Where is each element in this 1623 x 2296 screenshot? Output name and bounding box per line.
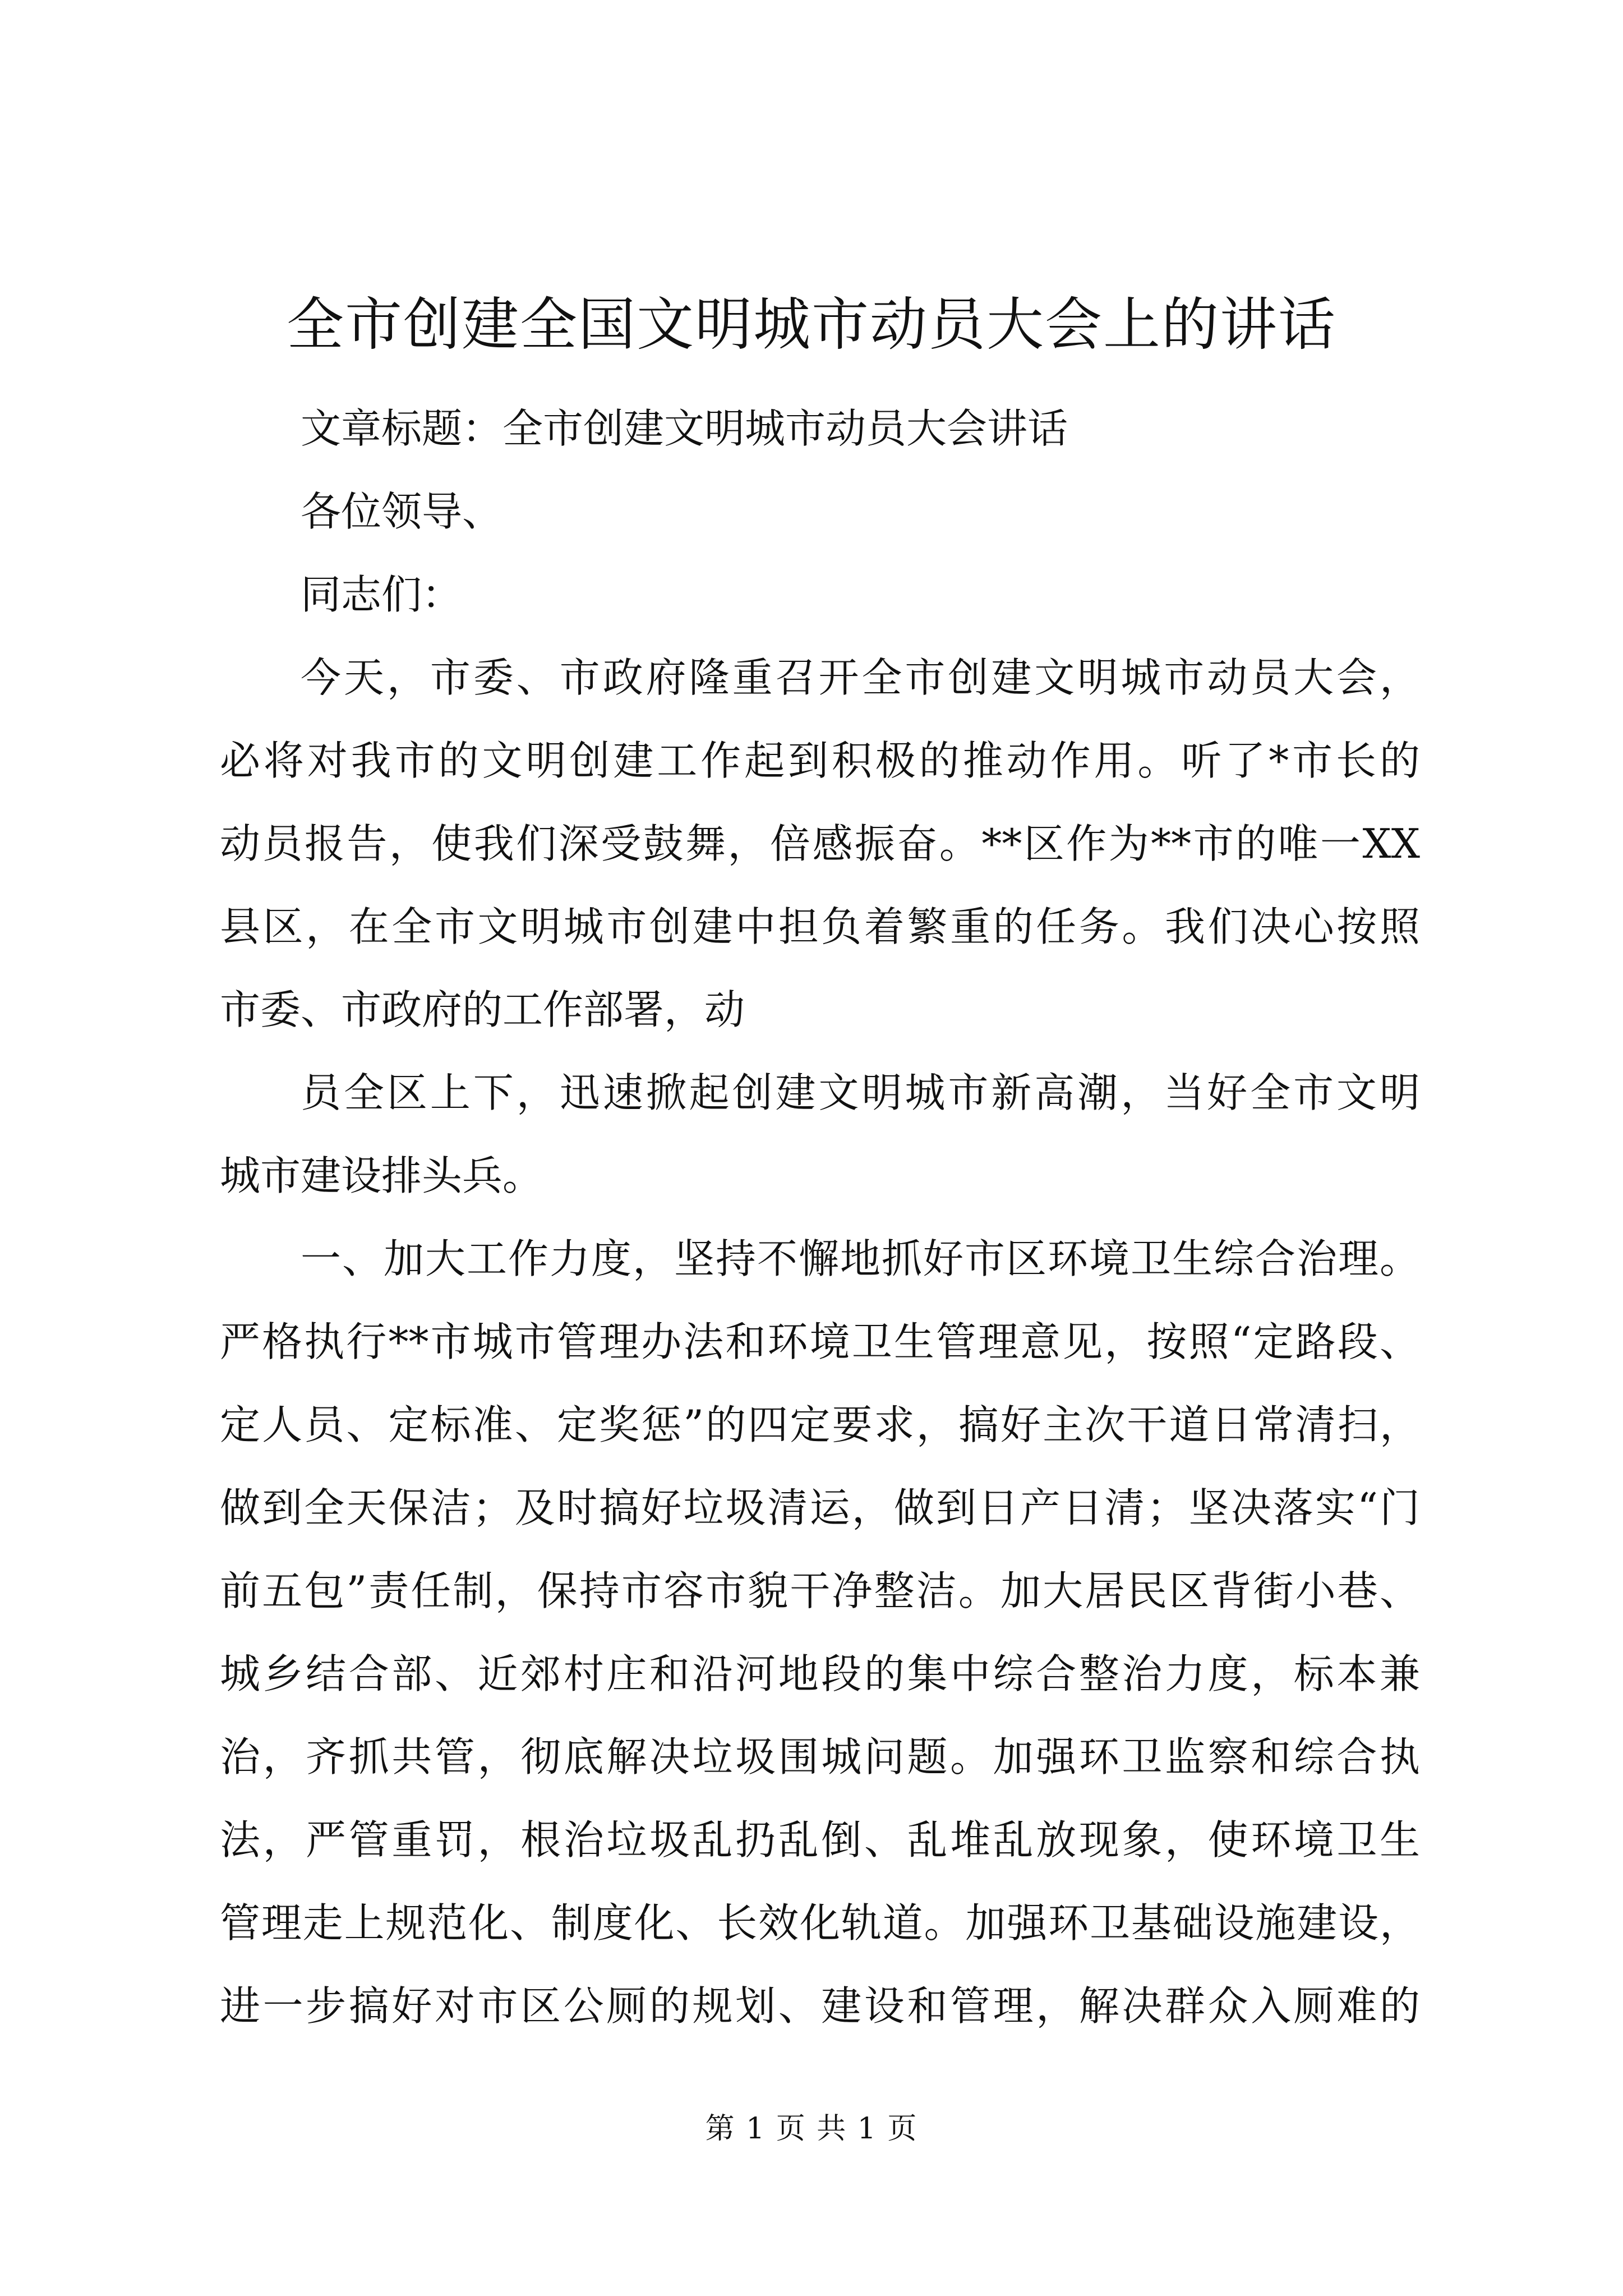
body-line: 管理走上规范化、制度化、长效化轨道。加强环卫基础设施建设， [220, 1899, 1420, 1947]
body-line: 一、加大工作力度，坚持不懈地抓好市区环境卫生综合治理。 [301, 1235, 1420, 1282]
body-line: 各位领导、 [301, 488, 503, 535]
document-body [220, 387, 1420, 2047]
document-title: 全市创建全国文明城市动员大会上的讲话 [287, 292, 1336, 358]
body-line: 进一步搞好对市区公厕的规划、建设和管理，解决群众入厕难的 [220, 1982, 1420, 2030]
body-line: 同志们： [301, 571, 463, 618]
body-line: 定人员、定标准、定奖惩”的四定要求，搞好主次干道日常清扫， [220, 1401, 1420, 1448]
body-line: 县区，在全市文明城市创建中担负着繁重的任务。我们决心按照 [220, 903, 1420, 950]
body-line: 严格执行**市城市管理办法和环境卫生管理意见，按照“定路段、 [220, 1318, 1420, 1365]
body-line: 城乡结合部、近郊村庄和沿河地段的集中综合整治力度，标本兼 [220, 1650, 1420, 1697]
body-line: 文章标题：全市创建文明城市动员大会讲话 [301, 405, 1068, 452]
body-line: 前五包”责任制，保持市容市貌干净整洁。加大居民区背街小巷、 [220, 1567, 1420, 1614]
body-line: 治，齐抓共管，彻底解决垃圾围城问题。加强环卫监察和综合执 [220, 1733, 1420, 1780]
page-footer: 第 1 页 共 1 页 [705, 2112, 918, 2146]
body-line: 城市建设排头兵。 [220, 1152, 543, 1199]
body-line: 今天，市委、市政府隆重召开全市创建文明城市动员大会， [301, 654, 1420, 701]
body-line: 必将对我市的文明创建工作起到积极的推动作用。听了*市长的 [220, 737, 1420, 784]
body-line: 动员报告，使我们深受鼓舞，倍感振奋。**区作为**市的唯一XX [220, 820, 1420, 867]
body-line: 法，严管重罚，根治垃圾乱扔乱倒、乱堆乱放现象，使环境卫生 [220, 1816, 1420, 1864]
body-line: 做到全天保洁；及时搞好垃圾清运，做到日产日清；坚决落实“门 [220, 1484, 1420, 1531]
body-line: 员全区上下，迅速掀起创建文明城市新高潮，当好全市文明 [301, 1069, 1420, 1116]
body-line: 市委、市政府的工作部署，动 [220, 986, 745, 1033]
